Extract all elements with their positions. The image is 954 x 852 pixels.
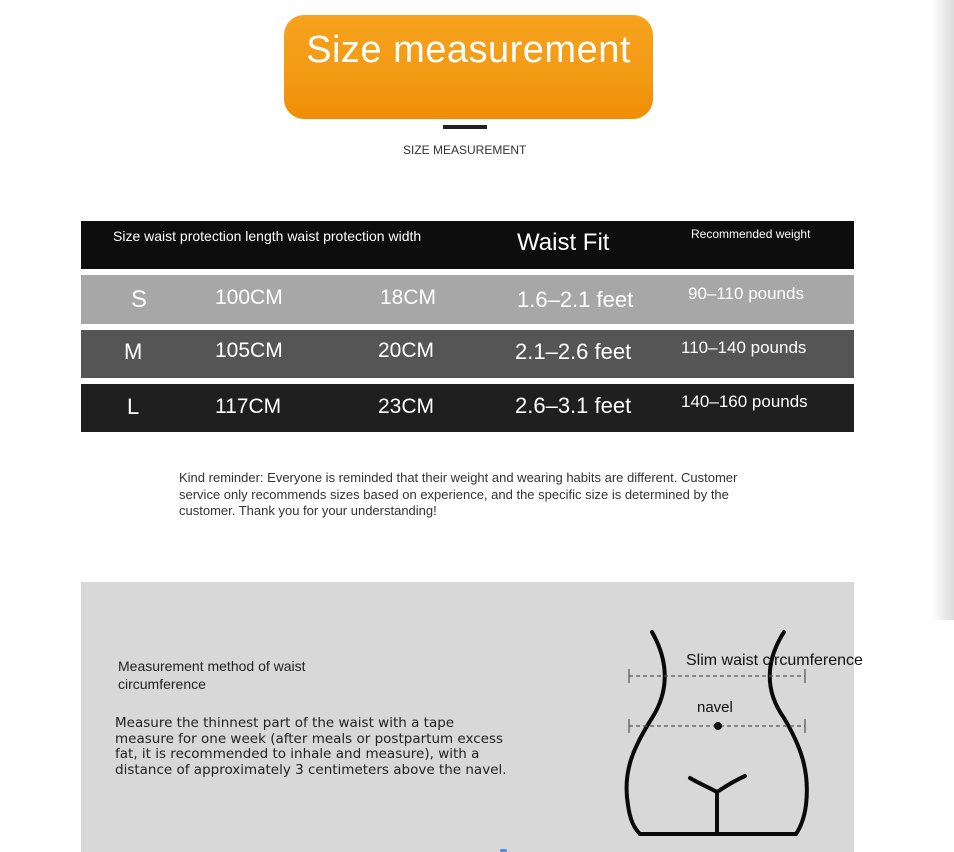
navel-dot (714, 722, 722, 730)
size-cell: L (127, 394, 140, 419)
slim-waist-label: Slim waist circumference (686, 652, 863, 669)
width-cell: 18CM (380, 286, 437, 309)
size-cell: S (131, 286, 148, 313)
table-row (81, 275, 854, 324)
title-banner (284, 15, 653, 119)
size-table (81, 221, 854, 438)
measurement-method-title: Measurement method of waist circumference (118, 658, 306, 692)
length-cell: 105CM (215, 339, 283, 362)
header-waist-fit: Waist Fit (517, 229, 610, 256)
width-cell: 20CM (378, 339, 435, 362)
length-cell: 117CM (215, 395, 282, 418)
weight-cell: 90–110 pounds (688, 284, 804, 303)
table-row (81, 384, 854, 432)
banner-title: Size measurement (306, 29, 631, 71)
header-recommended-weight: Recommended weight (691, 227, 811, 241)
measurement-method-text: Measure the thinnest part of the waist with a tape measure for one week (after meals or postpartum excess fat, it is recommended to inhale and measure), with a distance of approximately 3 centimeters above the navel. (115, 715, 507, 778)
table-header-row (81, 221, 854, 269)
header-size-columns: Size waist protection length waist protection width (113, 228, 422, 244)
section-subtitle: SIZE MEASUREMENT (403, 143, 527, 157)
body-crotch-line (690, 776, 745, 834)
kind-reminder: Kind reminder: Everyone is reminded that their weight and wearing habits are different. Customer service only recommends sizes based on experience, and the specific size is determined by the customer. Thank you for your understanding! (179, 470, 738, 518)
size-cell: M (124, 339, 143, 364)
waist-fit-cell: 1.6–2.1 feet (517, 287, 634, 312)
body-left-outline (627, 632, 665, 834)
weight-cell: 110–140 pounds (681, 338, 807, 357)
table-row (81, 330, 854, 378)
waist-fit-cell: 2.1–2.6 feet (515, 339, 632, 364)
navel-label: navel (697, 699, 733, 716)
title-divider (443, 125, 487, 129)
length-cell: 100CM (215, 286, 283, 309)
weight-cell: 140–160 pounds (681, 392, 808, 411)
width-cell: 23CM (378, 395, 435, 418)
waist-fit-cell: 2.6–3.1 feet (515, 393, 632, 418)
page-edge-shadow (932, 0, 954, 620)
